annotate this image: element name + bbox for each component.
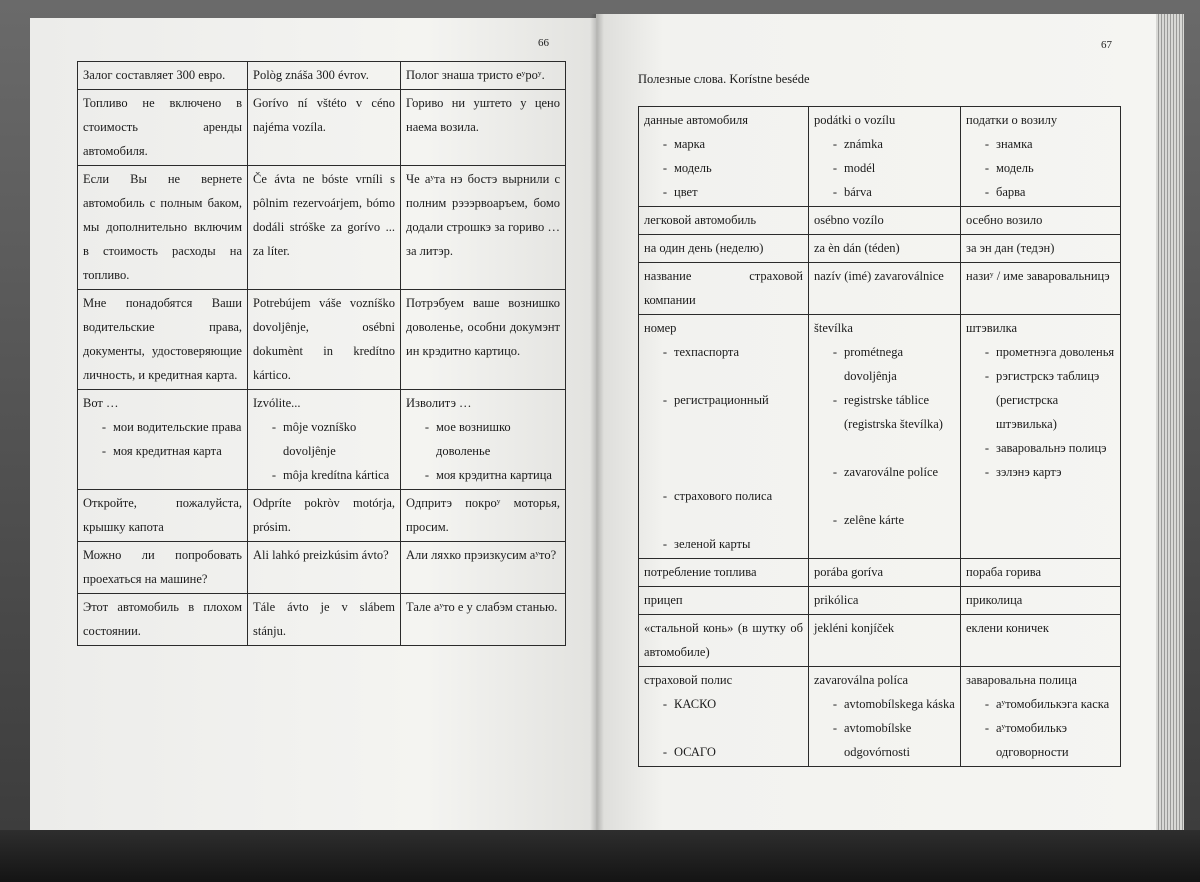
cell-heading: zavaroválna políca: [814, 673, 909, 687]
list-item: - рэгистрскэ таблицэ (регистрска штэвилька): [984, 369, 1100, 431]
list-item: - мои водительские права: [101, 420, 242, 434]
table-cell-ru: потребление топлива: [639, 559, 809, 587]
table-cell-sl: Tále ávto je v slábem stánju.: [248, 594, 401, 646]
page-number: 67: [1101, 39, 1112, 51]
list-item: - bárva: [832, 185, 872, 199]
table-row: [639, 615, 1121, 667]
cell-heading: Изволитэ …: [406, 396, 472, 410]
list-item: - барва: [984, 185, 1026, 199]
list-item: - модель: [662, 161, 712, 175]
table-row: [639, 559, 1121, 587]
list-item: - КАСКО: [662, 697, 717, 711]
list-item: - avtomobílskega káska: [832, 697, 955, 711]
list-item: - zavaroválne políce: [832, 465, 939, 479]
table-cell-ru: легковой автомобиль: [639, 207, 809, 235]
table-row: [639, 107, 1121, 207]
list-item: - modél: [832, 161, 876, 175]
table-cell-ph: Али ляхко прэизкусим аʸто?: [401, 542, 566, 594]
table-row: [78, 290, 566, 390]
table-cell-sl: Gorívo ní vštéto v céno najéma vozíla.: [248, 90, 401, 166]
table-cell-ru: Этот автомобиль в плохом состоянии.: [78, 594, 248, 646]
table-cell-ph: приколица: [961, 587, 1121, 615]
table-cell-sl: jekléni konjíček: [809, 615, 961, 667]
table-row: [78, 542, 566, 594]
left-page: [30, 18, 596, 830]
table-row: [78, 62, 566, 90]
cell-heading: данные автомобиля: [644, 113, 749, 127]
list-item: - прометнэга доволенья: [984, 345, 1115, 359]
table-cell-sl: prikólica: [809, 587, 961, 615]
table-row: [639, 315, 1121, 559]
table-cell-ph: Полог знаша тристо еʸроʸ.: [401, 62, 566, 90]
table-row: [78, 594, 566, 646]
table-cell-ph: Гориво ни уштето у цено наема возила.: [401, 90, 566, 166]
table-cell-ph: пораба горива: [961, 559, 1121, 587]
list-item: - môje vozníško dovoljênje: [271, 420, 357, 458]
table-cell-ru: Залог составляет 300 евро.: [78, 62, 248, 90]
table-cell-sl: nazív (imé) zavaroválnice: [809, 263, 961, 315]
list-item: - зэлэнэ картэ: [984, 465, 1062, 479]
list-item: - ОСАГО: [662, 745, 716, 759]
table-cell-ru: Если Вы не вернете автомобиль с полным баком, мы дополнительно включим в стоимость расходы на топливо.: [78, 166, 248, 290]
cell-heading: штэвилка: [966, 321, 1018, 335]
cell-heading: števílka: [814, 321, 853, 335]
list-item: - známka: [832, 137, 883, 151]
page-number: 66: [538, 37, 549, 49]
table-cell-ph: Че аʸта нэ бостэ вырнили с полним рэээрвоаръем, бомо додали строшкэ за гориво … за литэр.: [401, 166, 566, 290]
table-cell-ru: Откройте, пожалуйста, крышку капота: [78, 490, 248, 542]
list-item: - prométnega dovoljênja: [832, 345, 904, 383]
cell-heading: podátki o vozílu: [814, 113, 896, 127]
table-row: [78, 490, 566, 542]
list-item: - registrske táblice (registrska števílka): [832, 393, 943, 431]
table-cell-ph: Тале аʸто е у слабэм станью.: [401, 594, 566, 646]
table-row: [78, 90, 566, 166]
list-item: - техпаспорта: [662, 345, 740, 359]
table-cell-ru: Мне понадобятся Ваши водительские права, документы, удостоверяющие личность, и кредитная карта.: [78, 290, 248, 390]
table-row: [639, 667, 1121, 767]
table-row: [639, 207, 1121, 235]
phrase-table: [77, 61, 566, 646]
list-item: - модель: [984, 161, 1034, 175]
table-cell-sl: Če ávta ne bóste vrníli s pôlnim rezervoárjem, bómo dodáli stróške za gorívo ... za líter.: [248, 166, 401, 290]
list-item: - мое вознишко доволенье: [424, 420, 511, 458]
list-item: - регистрационный: [662, 393, 769, 407]
table-cell-sl: Potrebújem váše vozníško dovoljênje, osébni dokumènt in kredítno kártico.: [248, 290, 401, 390]
table-cell-ph: еклени коничек: [961, 615, 1121, 667]
table-cell-ru: название страховой компании: [639, 263, 809, 315]
cell-heading: податки о возилу: [966, 113, 1058, 127]
table-row: [78, 390, 566, 490]
table-row: [639, 263, 1121, 315]
table-cell-sl: osébno vozílo: [809, 207, 961, 235]
right-page: [596, 14, 1156, 830]
table-cell-ph: осебно возило: [961, 207, 1121, 235]
cell-heading: номер: [644, 321, 677, 335]
table-cell-ru: «стальной конь» (в шутку об автомобиле): [639, 615, 809, 667]
table-cell-sl: Ali lahkó preizkúsim ávto?: [248, 542, 401, 594]
vocabulary-table: [638, 106, 1121, 767]
page-edges: [1156, 14, 1184, 838]
list-item: - zelêne kárte: [832, 513, 905, 527]
table-row: [78, 166, 566, 290]
cell-heading: Вот …: [83, 396, 119, 410]
list-item: - аʸтомобилькэ одговорности: [984, 721, 1069, 759]
list-item: - avtomobílske odgovórnosti: [832, 721, 912, 759]
table-cell-ru: Топливо не включено в стоимость аренды автомобиля.: [78, 90, 248, 166]
table-cell-ph: за эн дан (тедэн): [961, 235, 1121, 263]
list-item: - знамка: [984, 137, 1033, 151]
cell-heading: страховой полис: [644, 673, 733, 687]
list-item: - марка: [662, 137, 706, 151]
section-title: Полезные слова. Korístne beséde: [638, 72, 810, 86]
cell-heading: заваровальна полица: [966, 673, 1077, 687]
table-cell-sl: porába gorívа: [809, 559, 961, 587]
table-cell-ru: Можно ли попробовать проехаться на машине?: [78, 542, 248, 594]
table-cell-ru: на один день (неделю): [639, 235, 809, 263]
table-cell-ph: назиʸ / име заваровальницэ: [961, 263, 1121, 315]
list-item: - цвет: [662, 185, 698, 199]
list-item: - аʸтомобилькэга каска: [984, 697, 1110, 711]
book-gutter: [590, 14, 604, 830]
list-item: - môja kredítna kártica: [271, 468, 390, 482]
table-cell-sl: za èn dán (téden): [809, 235, 961, 263]
table-cell-ph: Потрэбуем ваше вознишко доволенье, особни докумэнт ин крэдитно картицо.: [401, 290, 566, 390]
list-item: - заваровальнэ полицэ: [984, 441, 1107, 455]
table-row: [639, 235, 1121, 263]
list-item: - моя кредитная карта: [101, 444, 222, 458]
list-item: - моя крэдитна картица: [424, 468, 552, 482]
table-cell-ru: прицеп: [639, 587, 809, 615]
table-cell-sl: Pològ znáša 300 évrov.: [248, 62, 401, 90]
table-row: [639, 587, 1121, 615]
scan-shadow: [0, 830, 1200, 882]
list-item: - страхового полиса: [662, 489, 773, 503]
table-cell-sl: Odpríte pokròv motórja, prósim.: [248, 490, 401, 542]
cell-heading: Izvólite...: [253, 396, 301, 410]
list-item: - зеленой карты: [662, 537, 751, 551]
table-cell-ph: Одпритэ покроʸ моторья, просим.: [401, 490, 566, 542]
